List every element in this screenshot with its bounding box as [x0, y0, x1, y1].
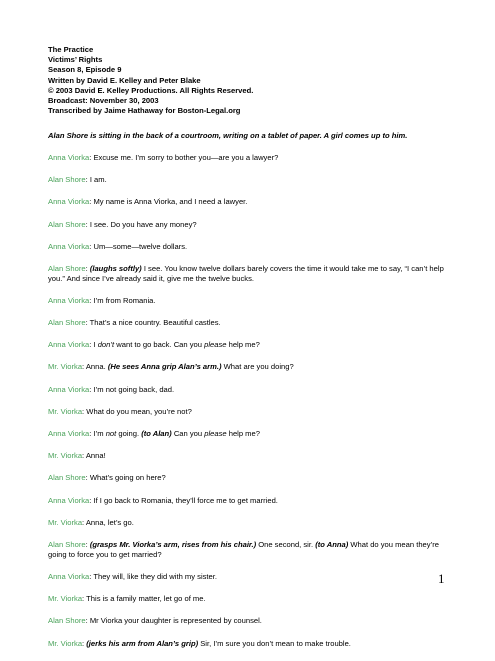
speaker-name: Anna Viorka — [48, 429, 90, 439]
speaker-name: Mr. Viorka — [48, 517, 83, 527]
dialogue-line: Anna Viorka: I don’t want to go back. Can you please help me? — [48, 340, 260, 350]
emphasis-text: please — [204, 429, 227, 439]
dialogue-text: I am. — [89, 175, 107, 185]
header-broadcast-date: Broadcast: November 30, 2003 — [48, 96, 159, 106]
dialogue-text: What do you mean, you’re not? — [86, 406, 192, 416]
speaker-name: Alan Shore — [48, 473, 86, 483]
stage-direction: (to Anna) — [315, 539, 349, 549]
dialogue-line: Anna Viorka: Um—some—twelve dollars. — [48, 241, 188, 251]
dialogue-line: Mr. Viorka: Anna, let’s go. — [48, 517, 134, 527]
dialogue-text: Anna. — [85, 362, 108, 372]
dialogue-line: Anna Viorka: If I go back to Romania, they’ll force me to get married. — [48, 495, 278, 505]
dialogue-text: Excuse me. I’m sorry to bother you—are you a lawyer? — [93, 153, 279, 162]
dialogue-text: Um—some—twelve dollars. — [93, 241, 188, 251]
header-transcriber: Transcribed by Jaime Hathaway for Boston-Legal.org — [48, 106, 241, 116]
dialogue-text: What are you doing? — [221, 362, 294, 372]
dialogue-line: Mr. Viorka: Anna. (He sees Anna grip Alan’s arm.) What are you doing? — [48, 362, 294, 372]
dialogue-line: Anna Viorka: I’m from Romania. — [48, 295, 156, 305]
dialogue-text: What do you mean they’re going to force you to get married? — [48, 539, 440, 559]
dialogue-line: Anna Viorka: They will, like they did with my sister. — [48, 571, 217, 581]
emphasis-text: please — [204, 340, 227, 350]
speaker-name: Mr. Viorka — [48, 451, 83, 461]
dialogue-line: Alan Shore: What’s going on here? — [48, 473, 166, 483]
dialogue-text: Mr Viorka your daughter is represented by counsel. — [89, 616, 262, 626]
dialogue-text: Sir, I’m sure you don’t mean to make trouble. — [198, 638, 351, 648]
header-episode-title: Victims’ Rights — [48, 55, 103, 65]
speaker-name: Alan Shore — [48, 219, 86, 229]
page-number: 1 — [438, 571, 445, 586]
scene-direction: Alan Shore is sitting in the back of a courtroom, writing on a tablet of paper. A girl comes up to him. — [48, 131, 408, 140]
speaker-name: Anna Viorka — [48, 153, 90, 162]
dialogue-text: I’m not going back, dad. — [93, 384, 175, 394]
speaker-name: Anna Viorka — [48, 295, 90, 305]
script-body — [48, 153, 446, 661]
speaker-name: Mr. Viorka — [48, 638, 83, 648]
speaker-name: Anna Viorka — [48, 384, 90, 394]
dialogue-text: One second, sir. — [256, 539, 316, 549]
stage-direction: (grasps Mr. Viorka’s arm, rises from his chair.) — [89, 539, 257, 549]
dialogue-text: I’m — [93, 429, 106, 439]
dialogue-line: Mr. Viorka: What do you mean, you’re not? — [48, 406, 192, 416]
dialogue-line: Alan Shore: I see. Do you have any money? — [48, 219, 197, 229]
dialogue-line: Alan Shore: I am. — [48, 175, 107, 185]
dialogue-text: This is a family matter, let go of me. — [86, 594, 206, 604]
speaker-name: Alan Shore — [48, 318, 86, 328]
speaker-name: Alan Shore — [48, 539, 86, 549]
dialogue-text: help me? — [226, 340, 260, 350]
dialogue-line: Alan Shore: (grasps Mr. Viorka’s arm, rises from his chair.) One second, sir. (to Anna) What do you mean they’re going to force you to get married? — [48, 539, 440, 559]
speaker-name: Anna Viorka — [48, 340, 90, 350]
stage-direction: (to Alan) — [141, 429, 172, 439]
document-header — [48, 45, 448, 116]
dialogue-text: Anna, let’s go. — [85, 517, 134, 527]
dialogue-line: Mr. Viorka: Anna! — [48, 451, 106, 461]
dialogue-text: If I go back to Romania, they’ll force me to get married. — [93, 495, 278, 505]
emphasis-text: not — [105, 429, 117, 439]
speaker-name: Anna Viorka — [48, 197, 90, 207]
emphasis-text: don’t — [97, 340, 115, 350]
header-season-episode: Season 8, Episode 9 — [48, 65, 122, 75]
stage-direction: (He sees Anna grip Alan’s arm.) — [107, 362, 222, 372]
speaker-name: Mr. Viorka — [48, 594, 83, 604]
dialogue-text: What’s going on here? — [89, 473, 166, 483]
dialogue-line: Alan Shore: Mr Viorka your daughter is represented by counsel. — [48, 616, 262, 626]
dialogue-text: They will, like they did with my sister. — [93, 571, 217, 581]
speaker-name: Alan Shore — [48, 175, 86, 185]
dialogue-text: That’s a nice country. Beautiful castles. — [89, 318, 221, 328]
dialogue-text: I see. Do you have any money? — [89, 219, 197, 229]
speaker-name: Anna Viorka — [48, 571, 90, 581]
dialogue-line: Anna Viorka: I’m not going. (to Alan) Can you please help me? — [48, 429, 260, 439]
stage-direction: (jerks his arm from Alan’s grip) — [86, 638, 199, 648]
dialogue-line: Anna Viorka: My name is Anna Viorka, and I need a lawyer. — [48, 197, 248, 207]
header-writers: Written by David E. Kelley and Peter Blake — [48, 75, 201, 85]
dialogue-text: going. — [116, 429, 142, 439]
speaker-name: Alan Shore — [48, 616, 86, 626]
dialogue-line: Anna Viorka: I’m not going back, dad. — [48, 384, 175, 394]
speaker-name: Anna Viorka — [48, 495, 90, 505]
dialogue-text: Can you — [171, 429, 205, 439]
dialogue-line: Alan Shore: That’s a nice country. Beautiful castles. — [48, 318, 221, 328]
header-copyright: © 2003 David E. Kelley Productions. All Rights Reserved. — [48, 85, 254, 95]
header-show-title: The Practice — [48, 45, 94, 54]
speaker-name: Anna Viorka — [48, 241, 90, 251]
dialogue-text: want to go back. Can you — [114, 340, 205, 350]
speaker-name: Mr. Viorka — [48, 362, 83, 372]
dialogue-text: help me? — [226, 429, 260, 439]
dialogue-line: Anna Viorka: Excuse me. I’m sorry to bother you—are you a lawyer? — [48, 153, 279, 162]
speaker-name: Mr. Viorka — [48, 406, 83, 416]
speaker-name: Alan Shore — [48, 263, 86, 273]
stage-direction: (laughs softly) — [89, 263, 142, 273]
dialogue-text: My name is Anna Viorka, and I need a lawyer. — [93, 197, 248, 207]
dialogue-text: I see. You know twelve dollars barely covers the time it would take me to say, “I can’t help you.” And since I’ve already said it, give me the twelve bucks. — [48, 263, 444, 283]
dialogue-text: Anna! — [85, 451, 106, 461]
dialogue-text: I’m from Romania. — [93, 295, 156, 305]
dialogue-line: Mr. Viorka: (jerks his arm from Alan’s grip) Sir, I’m sure you don’t mean to make trouble. — [48, 638, 351, 648]
dialogue-line: Alan Shore: (laughs softly) I see. You know twelve dollars barely covers the time it would take me to say, “I can’t help you.” And since I’ve already said it, give me the twelve bucks. — [48, 263, 444, 283]
dialogue-line: Mr. Viorka: This is a family matter, let go of me. — [48, 594, 206, 604]
dialogue-text: I — [93, 340, 98, 350]
